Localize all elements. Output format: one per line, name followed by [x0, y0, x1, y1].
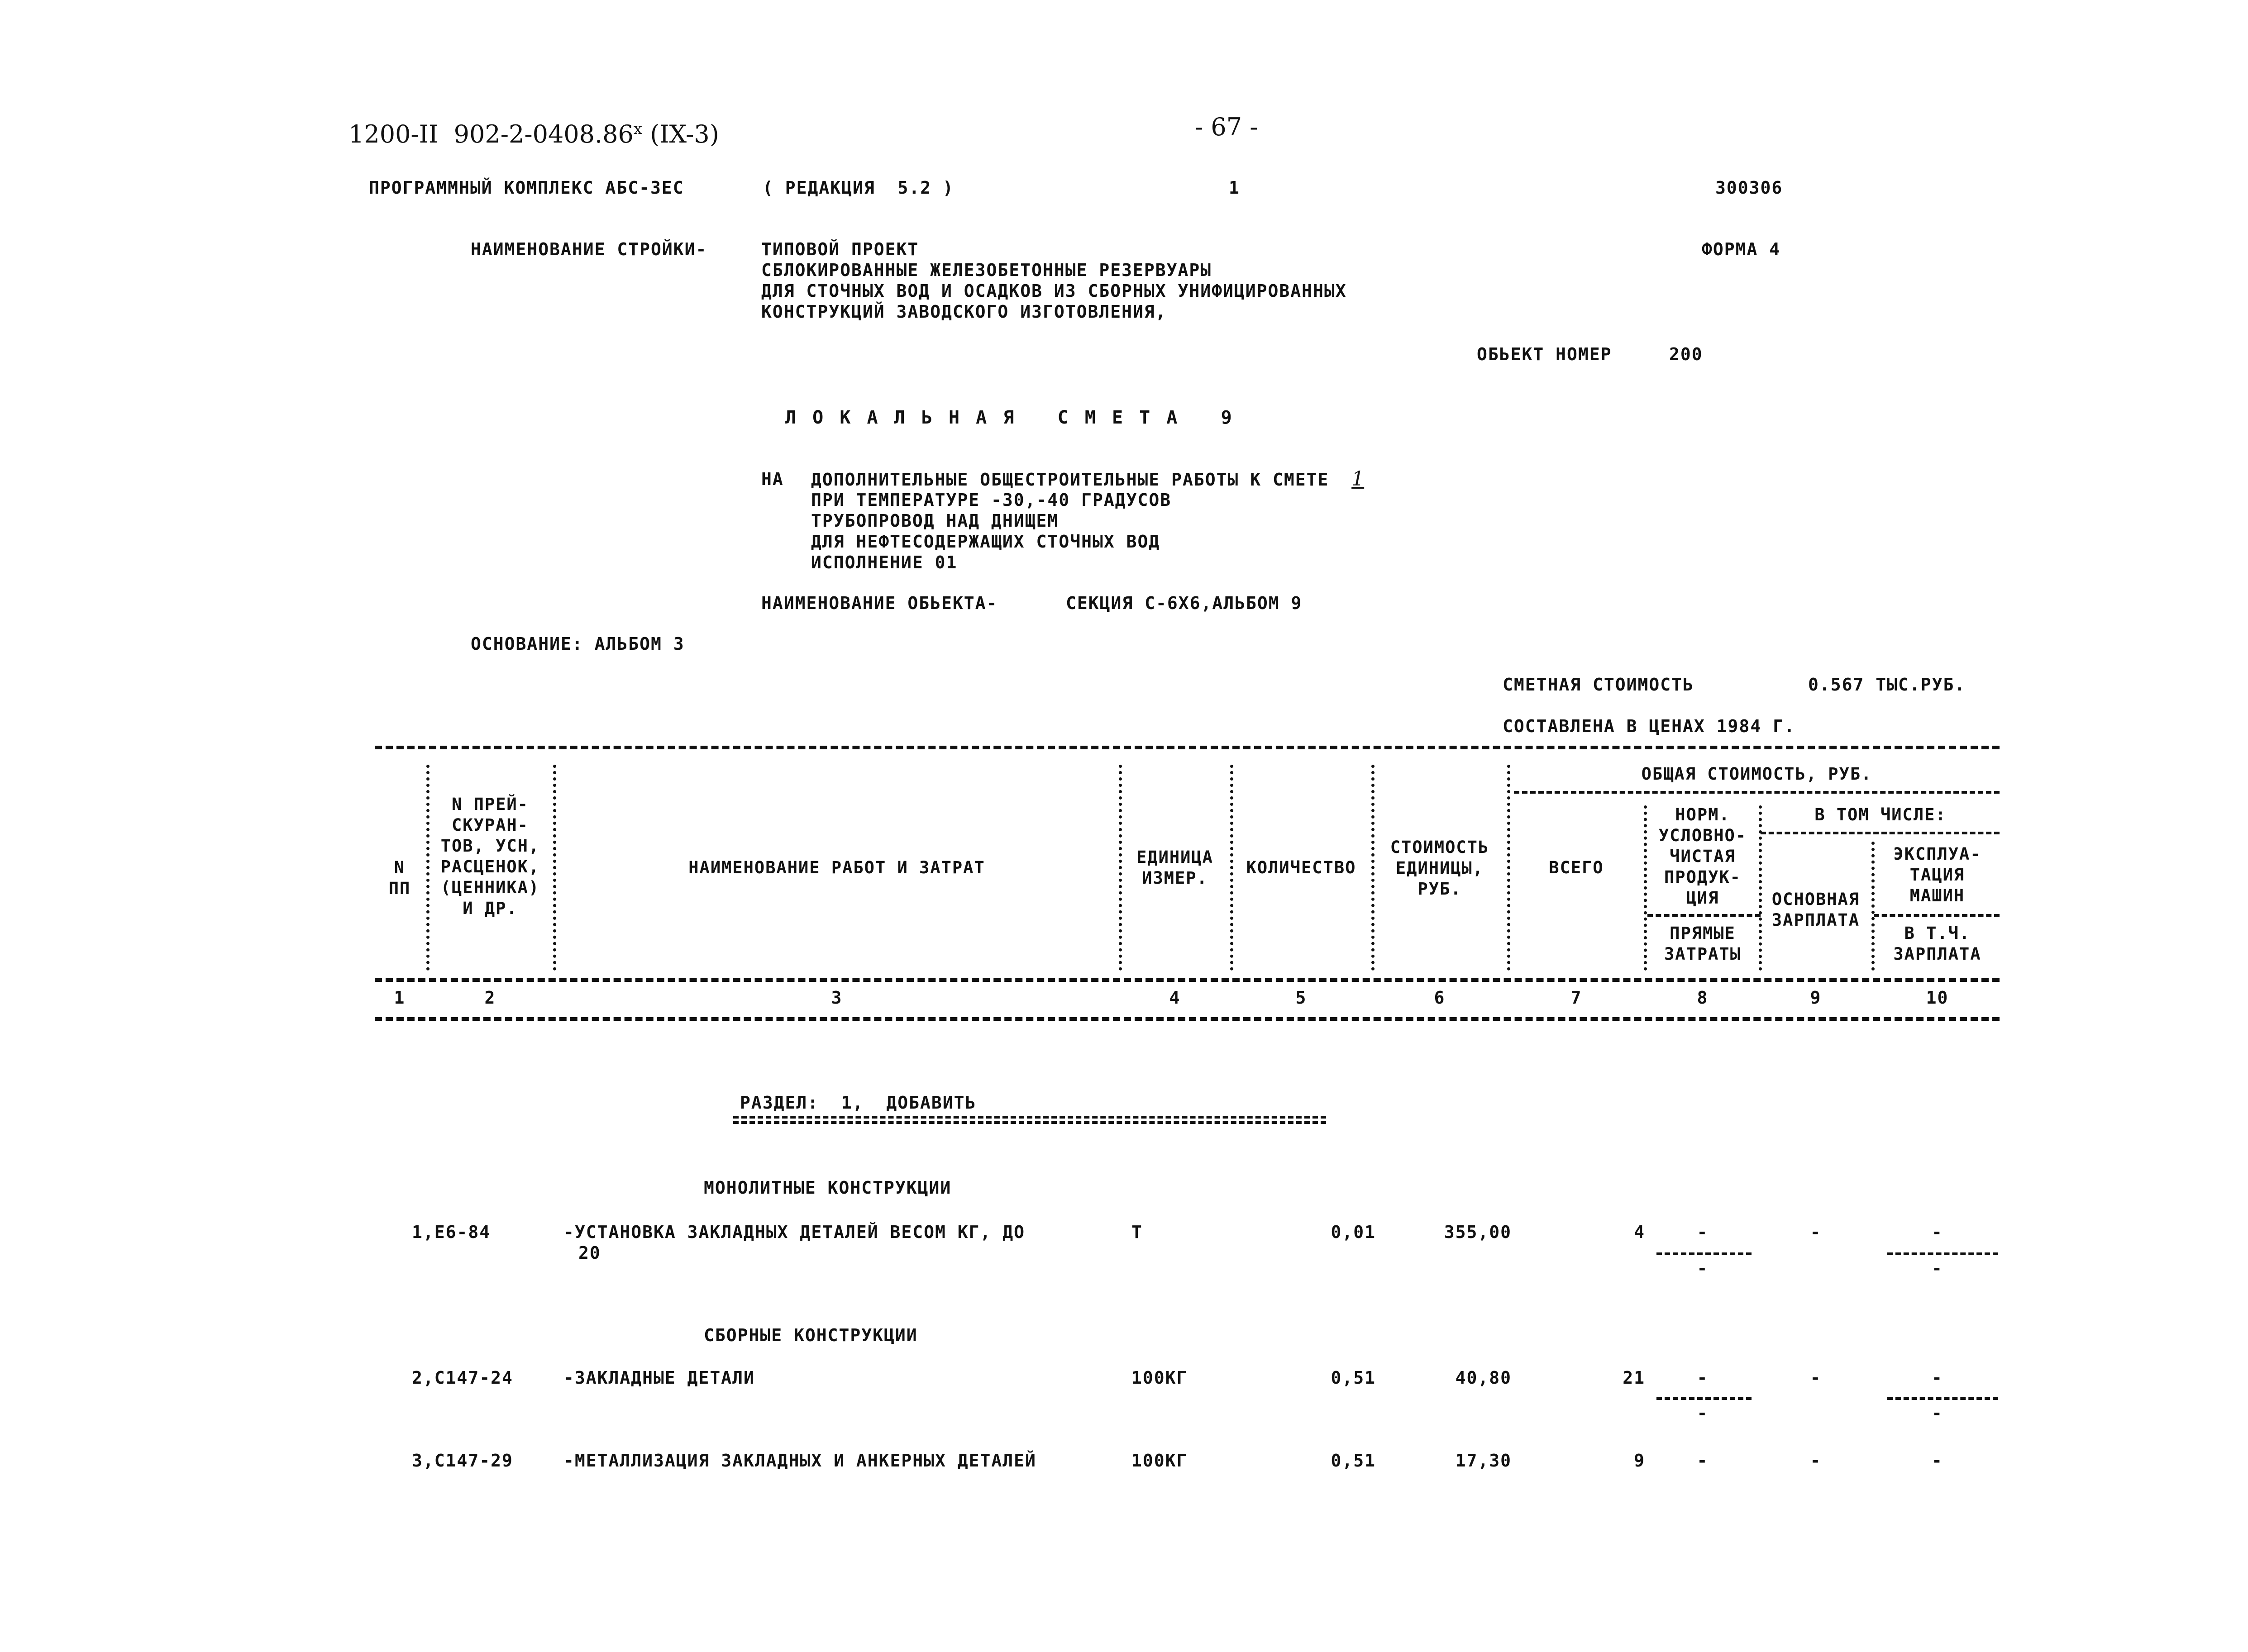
purpose-line-4: ДЛЯ НЕФТЕСОДЕРЖАЩИХ СТОЧНЫХ ВОД [811, 532, 1160, 552]
purpose-line-1: ДОПОЛНИТЕЛЬНЫЕ ОБЩЕСТРОИТЕЛЬНЫЕ РАБОТЫ К СМЕТЕ 1 [811, 467, 1365, 490]
price-basis: СОСТАВЛЕНА В ЦЕНАХ 1984 Г. [1503, 716, 1795, 736]
construction-line-3: ДЛЯ СТОЧНЫХ ВОД И ОСАДКОВ ИЗ СБОРНЫХ УНИФИЦИРОВАННЫХ [761, 281, 1347, 301]
row-2-col9: - [1810, 1368, 1822, 1388]
col-sep-7 [1644, 805, 1647, 971]
col-sep-9 [1871, 842, 1875, 971]
object-name: СЕКЦИЯ С-6Х6,АЛЬБОМ 9 [1066, 593, 1303, 613]
row-1-quantity: 0,01 [1331, 1222, 1376, 1242]
column-number-5: 5 [1295, 988, 1307, 1008]
estimated-cost-label: СМЕТНАЯ СТОИМОСТЬ [1503, 675, 1694, 695]
row-2-col10-rule [1887, 1397, 1998, 1400]
column-number-1: 1 [394, 988, 406, 1008]
row-1-name: -УСТАНОВКА ЗАКЛАДНЫХ ДЕТАЛЕЙ ВЕСОМ КГ, ДО [563, 1222, 1025, 1242]
section-underline-1 [733, 1116, 1326, 1119]
row-3-name: -МЕТАЛЛИЗАЦИЯ ЗАКЛАДНЫХ И АНКЕРНЫХ ДЕТАЛЕЙ [563, 1451, 1036, 1471]
row-2-total: 21 [1623, 1368, 1645, 1388]
column-number-6: 6 [1434, 988, 1446, 1008]
row-1-col8b: - [1697, 1258, 1709, 1278]
header-col-4: ЕДИНИЦА ИЗМЕР. [1136, 847, 1213, 888]
in-that-rule [1761, 832, 2000, 834]
table-top-rule [375, 746, 2000, 749]
row-3-total: 9 [1634, 1451, 1645, 1471]
row-1-col8: - [1697, 1222, 1709, 1242]
row-2-unit: 100КГ [1131, 1368, 1188, 1388]
program-name: ПРОГРАММНЫЙ КОМПЛЕКС АБС-3ЕС [369, 178, 684, 198]
estimated-cost-value: 0.567 ТЫС.РУБ. [1808, 675, 1966, 695]
row-1-col10: - [1932, 1222, 1943, 1242]
col-sep-2 [553, 765, 556, 971]
row-1-col9: - [1810, 1222, 1822, 1242]
estimate-title: Л О К А Л Ь Н А Я С М Е Т А 9 [785, 407, 1235, 428]
group-title-monolithic: МОНОЛИТНЫЕ КОНСТРУКЦИИ [704, 1178, 952, 1198]
row-2-col8: - [1697, 1368, 1709, 1388]
row-3-col8: - [1697, 1451, 1709, 1471]
row-3-col9: - [1810, 1451, 1822, 1471]
row-1-unit-price: 355,00 [1444, 1222, 1512, 1242]
header-col-2: N ПРЕЙ- СКУРАН- ТОВ, УСН, РАСЦЕНОК, (ЦЕННИКА) И ДР. [440, 795, 540, 918]
row-1-total: 4 [1634, 1222, 1645, 1242]
row-3-unit-price: 17,30 [1455, 1451, 1512, 1471]
table-number-rule [375, 1017, 2000, 1021]
row-3-code: 3,С147-29 [412, 1451, 513, 1471]
document-code: 1200-II 902-2-0408.86$^x$ (IX-3) [348, 120, 719, 148]
column-number-10: 10 [1926, 988, 1949, 1008]
header-col-8-top: НОРМ. УСЛОВНО- ЧИСТАЯ ПРОДУК- ЦИЯ [1658, 805, 1747, 908]
column-number-9: 9 [1810, 988, 1822, 1008]
column-number-4: 4 [1169, 988, 1181, 1008]
section-underline-2 [733, 1121, 1326, 1124]
purpose-prefix: НА [761, 469, 784, 489]
row-1-col8-rule [1656, 1252, 1752, 1255]
row-2-name: -ЗАКЛАДНЫЕ ДЕТАЛИ [563, 1368, 755, 1388]
header-in-that: В ТОМ ЧИСЛЕ: [1814, 805, 1947, 824]
row-1-name-cont: 20 [578, 1243, 601, 1263]
row-3-col10: - [1932, 1451, 1943, 1471]
sheet-number: 1 [1229, 178, 1240, 198]
row-1-col10-rule [1887, 1252, 1998, 1255]
row-1-unit: Т [1131, 1222, 1143, 1242]
header-col-10-top: ЭКСПЛУА- ТАЦИЯ МАШИН [1893, 844, 1981, 905]
object-number-label: ОБЬЕКТ НОМЕР [1477, 344, 1612, 364]
col-sep-6 [1507, 765, 1510, 971]
purpose-line-2: ПРИ ТЕМПЕРАТУРЕ -30,-40 ГРАДУСОВ [811, 490, 1172, 510]
row-1-col10b: - [1932, 1258, 1943, 1278]
program-edition: ( РЕДАКЦИЯ 5.2 ) [763, 178, 954, 198]
header-col-8-bottom: ПРЯМЫЕ ЗАТРАТЫ [1664, 924, 1741, 964]
row-3-unit: 100КГ [1131, 1451, 1188, 1471]
group-header-rule [1514, 791, 2000, 794]
column-number-2: 2 [484, 988, 496, 1008]
construction-line-1: ТИПОВОЙ ПРОЕКТ [761, 239, 919, 259]
header-col-3: НАИМЕНОВАНИЕ РАБОТ И ЗАТРАТ [688, 858, 985, 877]
row-2-col10: - [1932, 1368, 1943, 1388]
row-3-quantity: 0,51 [1331, 1451, 1376, 1471]
object-name-label: НАИМЕНОВАНИЕ ОБЬЕКТА- [761, 593, 998, 613]
col8-split-rule [1647, 914, 1761, 917]
row-2-code: 2,С147-24 [412, 1368, 513, 1388]
row-2-col8b: - [1697, 1403, 1709, 1423]
construction-label: НАИМЕНОВАНИЕ СТРОЙКИ- [471, 239, 707, 259]
group-title-precast: СБОРНЫЕ КОНСТРУКЦИИ [704, 1325, 918, 1345]
column-number-8: 8 [1697, 988, 1709, 1008]
document-number: 300306 [1715, 178, 1783, 198]
header-col-6: СТОИМОСТЬ ЕДИНИЦЫ, РУБ. [1390, 838, 1489, 899]
basis: ОСНОВАНИЕ: АЛЬБОМ 3 [471, 634, 685, 654]
form-label: ФОРМА 4 [1702, 239, 1781, 259]
header-col-1: N ПП [388, 858, 411, 898]
page-number: - 67 - [1195, 113, 1258, 141]
object-number: 200 [1669, 344, 1703, 364]
construction-line-2: СБЛОКИРОВАННЫЕ ЖЕЛЕЗОБЕТОННЫЕ РЕЗЕРВУАРЫ [761, 260, 1212, 280]
header-col-10-bottom: В Т.Ч. ЗАРПЛАТА [1893, 924, 1981, 964]
row-2-col10b: - [1932, 1403, 1943, 1423]
row-2-quantity: 0,51 [1331, 1368, 1376, 1388]
header-bottom-rule [375, 978, 2000, 982]
column-number-7: 7 [1570, 988, 1582, 1008]
construction-line-4: КОНСТРУКЦИЙ ЗАВОДСКОГО ИЗГОТОВЛЕНИЯ, [761, 302, 1167, 322]
purpose-line-3: ТРУБОПРОВОД НАД ДНИЩЕМ [811, 511, 1059, 531]
purpose-line-5: ИСПОЛНЕНИЕ 01 [811, 552, 958, 572]
col10-split-rule [1874, 914, 2000, 917]
row-2-unit-price: 40,80 [1455, 1368, 1512, 1388]
row-1-code: 1,Е6-84 [412, 1222, 491, 1242]
header-col-5: КОЛИЧЕСТВО [1246, 858, 1356, 877]
section-title: РАЗДЕЛ: 1, ДОБАВИТЬ [740, 1093, 977, 1113]
header-group-total-cost: ОБЩАЯ СТОИМОСТЬ, РУБ. [1641, 764, 1872, 784]
col-sep-8 [1759, 805, 1762, 971]
row-2-col8-rule [1656, 1397, 1752, 1400]
header-col-9: ОСНОВНАЯ ЗАРПЛАТА [1771, 890, 1860, 930]
column-number-3: 3 [831, 988, 843, 1008]
header-col-7: ВСЕГО [1549, 858, 1604, 877]
